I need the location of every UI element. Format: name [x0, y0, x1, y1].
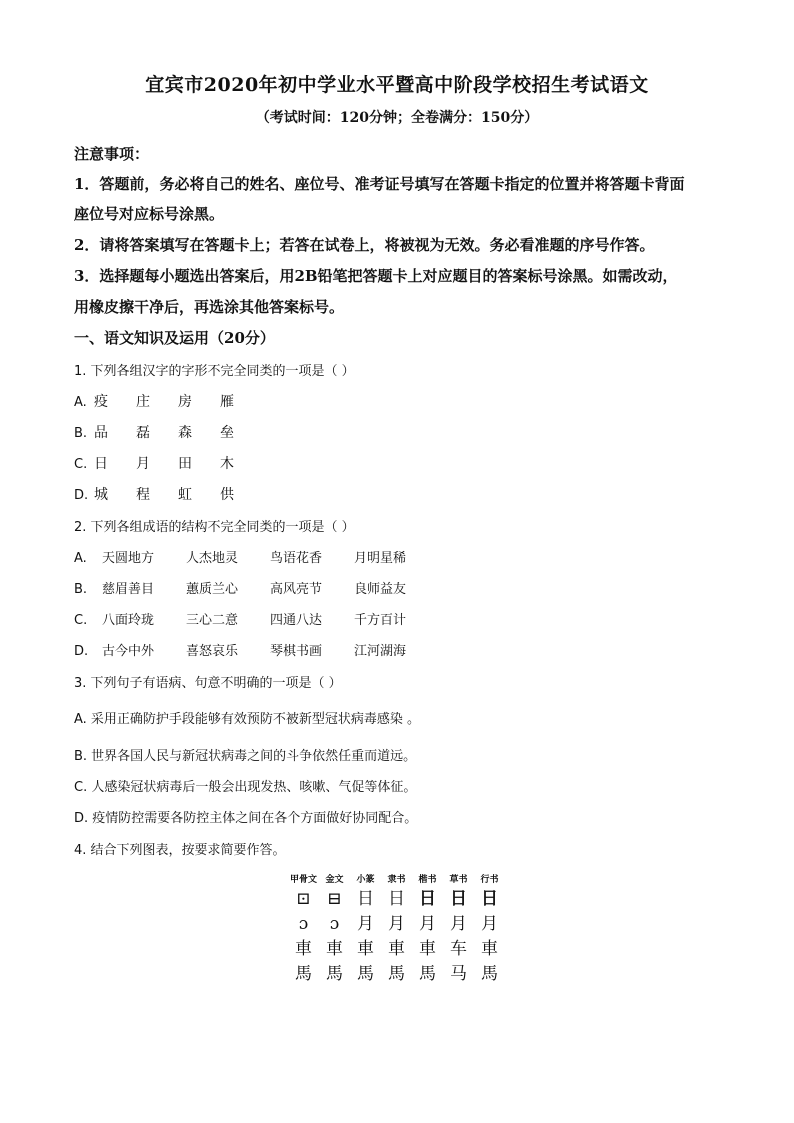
option-char: 疫 [94, 394, 108, 410]
figure-header: 小篆 [356, 875, 375, 885]
glyph-cell: 馬 [326, 964, 343, 984]
glyph-cell: 马 [450, 964, 467, 984]
option-char: 雁 [220, 394, 234, 410]
note-line: 1．答题前，务必将自己的姓名、座位号、准考证号填写在答题卡指定的位置并将答题卡背面 [74, 175, 685, 193]
glyph-cell: 日 [388, 889, 405, 909]
option-char: 月 [136, 456, 150, 472]
figure-row-ma [288, 964, 506, 985]
option-char: 程 [136, 487, 150, 503]
figure-header: 楷书 [418, 875, 437, 885]
figure-header: 草书 [449, 875, 468, 885]
option-idiom: 慈眉善目 [102, 582, 155, 597]
option-char: 木 [220, 456, 234, 472]
q1-option-b [74, 422, 262, 442]
option-char: 供 [220, 487, 234, 503]
option-char: 庄 [136, 394, 150, 410]
glyph-cell: 車 [295, 939, 312, 959]
glyph-cell: 馬 [295, 964, 312, 984]
glyph-cell: ⊟ [327, 889, 342, 909]
q1-option-c [74, 453, 262, 473]
option-idiom: 八面玲珑 [102, 613, 155, 628]
option-char: 垒 [220, 425, 234, 441]
figure-header: 隶书 [387, 875, 406, 885]
option-label: B. [74, 426, 88, 441]
option-idiom: 千方百计 [354, 613, 407, 628]
glyph-cell: 車 [419, 939, 436, 959]
question-3-stem: 3. 下列句子有语病、句意不明确的一项是（ ） [74, 676, 342, 691]
option-char: 房 [178, 394, 192, 410]
glyph-cell: 車 [481, 939, 498, 959]
option-char: 虹 [178, 487, 192, 503]
glyph-cell: ɔ [329, 914, 340, 934]
option-idiom: 人杰地灵 [186, 551, 239, 566]
glyph-cell: 車 [326, 939, 343, 959]
glyph-cell: 日 [481, 889, 498, 909]
figure-row-yue [288, 914, 506, 935]
section-heading: 一、语文知识及运用（20分） [74, 329, 275, 347]
page-title: 宜宾市2020年初中学业水平暨高中阶段学校招生考试语文 [145, 74, 649, 96]
exam-subtitle: （考试时间：120分钟；全卷满分：150分） [255, 110, 539, 126]
option-label: C. [74, 613, 88, 628]
q2-option-b [74, 578, 438, 597]
q3-option-d: D. 疫情防控需要各防控主体之间在各个方面做好协同配合。 [74, 811, 418, 826]
option-idiom: 鸟语花香 [270, 551, 323, 566]
question-1-stem: 1. 下列各组汉字的字形不完全同类的一项是（ ） [74, 364, 355, 379]
q1-option-a [74, 391, 262, 411]
option-label: A. [74, 395, 87, 410]
glyph-cell: 月 [357, 914, 374, 934]
note-line: 2．请将答案填写在答题卡上；若答在试卷上，将被视为无效。务必看准题的序号作答。 [74, 236, 655, 254]
q2-option-d [74, 640, 438, 659]
question-2-stem: 2. 下列各组成语的结构不完全同类的一项是（ ） [74, 520, 355, 535]
glyph-cell: 馬 [388, 964, 405, 984]
figure-header: 金文 [325, 875, 344, 885]
option-label: C. [74, 457, 88, 472]
option-idiom: 琴棋书画 [270, 644, 323, 659]
q1-option-d [74, 484, 262, 504]
q3-option-a: A. 采用正确防护手段能够有效预防不被新型冠状病毒感染 。 [74, 712, 421, 727]
glyph-cell: 月 [388, 914, 405, 934]
option-idiom: 良师益友 [354, 582, 407, 597]
note-line: 3．选择题每小题选出答案后，用2B铅笔把答题卡上对应题目的答案标号涂黑。如需改动， [74, 267, 678, 285]
glyph-cell: ⊡ [296, 889, 311, 909]
figure-header-row [288, 872, 506, 885]
glyph-cell: ɔ [298, 914, 309, 934]
option-idiom: 天圆地方 [102, 551, 155, 566]
glyph-cell: 日 [357, 889, 374, 909]
note-line: 座位号对应标号涂黑。 [74, 205, 225, 223]
option-char: 磊 [136, 425, 150, 441]
option-idiom: 古今中外 [102, 644, 155, 659]
option-idiom: 喜怒哀乐 [186, 644, 239, 659]
option-label: B. [74, 582, 88, 597]
question-4-stem: 4. 结合下列图表，按要求简要作答。 [74, 843, 286, 858]
figure-row-che [288, 939, 506, 960]
option-label: A. [74, 551, 87, 566]
figure-header: 行书 [480, 875, 499, 885]
option-label: D. [74, 488, 89, 503]
glyph-cell: 日 [450, 889, 467, 909]
glyph-cell: 車 [357, 939, 374, 959]
option-idiom: 蕙质兰心 [186, 582, 239, 597]
option-char: 城 [94, 487, 108, 503]
option-char: 森 [178, 425, 192, 441]
glyph-cell: 月 [481, 914, 498, 934]
option-char: 田 [178, 456, 192, 472]
option-idiom: 高风亮节 [270, 582, 323, 597]
note-line: 用橡皮擦干净后，再选涂其他答案标号。 [74, 298, 345, 316]
glyph-cell: 月 [419, 914, 436, 934]
figure-header: 甲骨文 [289, 875, 317, 885]
option-char: 品 [94, 425, 108, 441]
option-idiom: 三心二意 [186, 613, 239, 628]
q2-option-c [74, 609, 438, 628]
notes-heading: 注意事项： [74, 145, 150, 163]
option-idiom: 月明星稀 [354, 551, 407, 566]
q3-option-c: C. 人感染冠状病毒后一般会出现发热、咳嗽、气促等体征。 [74, 780, 417, 795]
glyph-cell: 馬 [357, 964, 374, 984]
glyph-cell: 馬 [481, 964, 498, 984]
glyph-cell: 日 [419, 889, 436, 909]
option-char: 日 [94, 456, 108, 472]
glyph-cell: 月 [450, 914, 467, 934]
script-evolution-figure [288, 872, 506, 992]
option-idiom: 江河湖海 [354, 644, 407, 659]
option-idiom: 四通八达 [270, 613, 323, 628]
glyph-cell: 车 [450, 939, 467, 959]
option-label: D. [74, 644, 89, 659]
glyph-cell: 車 [388, 939, 405, 959]
q3-option-b: B. 世界各国人民与新冠状病毒之间的斗争依然任重而道远。 [74, 749, 417, 764]
glyph-cell: 馬 [419, 964, 436, 984]
q2-option-a [74, 547, 438, 566]
figure-row-ri [288, 889, 506, 910]
